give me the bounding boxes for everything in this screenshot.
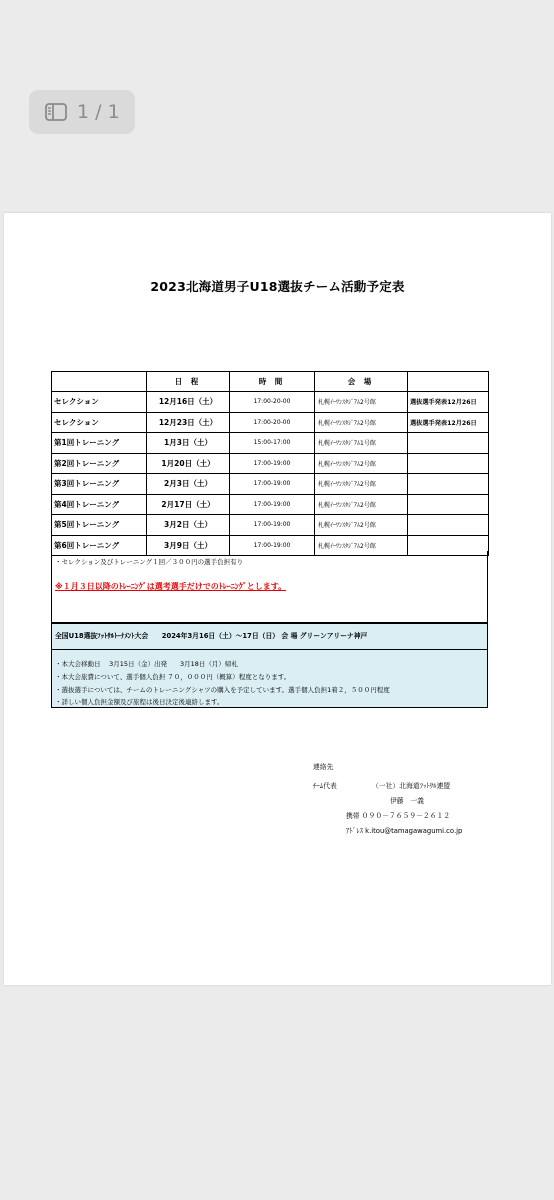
contact-email: ｱﾄﾞﾚｽ k.itou@tamagawagumi.co.jp [346, 827, 463, 835]
event-venue: 札幌ｲｰﾜﾝｽﾀｼﾞｱﾑ2号館 [315, 392, 408, 413]
event-time: 17:00-20-00 [230, 392, 315, 413]
contact-org: （一社）北海道ﾌｯﾄｻﾙ連盟 [372, 782, 451, 790]
event-note: 選抜選手発表12月26日 [408, 412, 489, 433]
contact-phone: 携帯 ０９０－７６５９－２６１２ [346, 812, 451, 820]
event-time: 15:00-17:00 [230, 433, 315, 454]
event-venue: 札幌ｲｰﾜﾝｽﾀｼﾞｱﾑ1号館 [315, 433, 408, 454]
event-name: 第3回トレーニング [52, 474, 147, 495]
tournament-cost-line: ・本大会旅費について、選手個人負担 ７０，０００円（概算）程度となります。 [55, 673, 291, 681]
contact-label: 連絡先 [313, 763, 334, 771]
fee-note: ・セレクション及びトレーニング１回／３００円の選手負担有り [55, 558, 244, 566]
event-date: 3月9日（土） [147, 535, 230, 556]
page-indicator-button[interactable] [29, 90, 135, 134]
event-date: 3月2日（土） [147, 515, 230, 536]
event-date: 2月17日（土） [147, 494, 230, 515]
contact-person: 伊藤 一義 [390, 797, 424, 805]
table-row [52, 474, 489, 495]
event-date: 2月3日（土） [147, 474, 230, 495]
event-name: 第5回トレーニング [52, 515, 147, 536]
header-cell-time: 時 間 [230, 372, 315, 392]
event-note [408, 494, 489, 515]
event-time: 17:00-19:00 [230, 535, 315, 556]
event-note [408, 474, 489, 495]
event-name: セレクション [52, 392, 147, 413]
event-note [408, 453, 489, 474]
event-name: セレクション [52, 412, 147, 433]
event-time: 17:00-19:00 [230, 474, 315, 495]
schedule-table [51, 371, 489, 556]
event-date: 1月3日（土） [147, 433, 230, 454]
table-row [52, 494, 489, 515]
page-count-label: 1 / 1 [77, 101, 120, 123]
event-venue: 札幌ｲｰﾜﾝｽﾀｼﾞｱﾑ2号館 [315, 453, 408, 474]
event-venue: 札幌ｲｰﾜﾝｽﾀｼﾞｱﾑ2号館 [315, 474, 408, 495]
event-note [408, 515, 489, 536]
event-time: 17:00-19:00 [230, 453, 315, 474]
tournament-section [51, 623, 488, 708]
event-note [408, 433, 489, 454]
contact-rep-label: ﾁｰﾑ代表 [313, 782, 337, 790]
header-cell [52, 372, 147, 392]
table-row [52, 515, 489, 536]
document-title: 2023北海道男子U18選抜チーム活動予定表 [150, 279, 405, 294]
event-date: 1月20日（土） [147, 453, 230, 474]
notes-section [51, 551, 488, 623]
section-divider [52, 649, 487, 650]
tournament-followup-line: ・詳しい個人負担金額及び旅程は後日決定後連絡します。 [55, 698, 224, 706]
event-name: 第2回トレーニング [52, 453, 147, 474]
event-date: 12月23日（土） [147, 412, 230, 433]
event-venue: 札幌ｲｰﾜﾝｽﾀｼﾞｱﾑ2号館 [315, 515, 408, 536]
event-name: 第6回トレーニング [52, 535, 147, 556]
table-row [52, 412, 489, 433]
tournament-travel-line: ・本大会移動日 3月15日（金）出発 3月18日（月）帰札 [55, 660, 238, 668]
tournament-heading: 全国U18選抜ﾌｯﾄｻﾙﾄｰﾅﾒﾝﾄ大会 2024年3月16日（土）～17日（日） 会 場 グリーンアリーナ神戸 [55, 632, 368, 640]
event-name: 第4回トレーニング [52, 494, 147, 515]
table-row [52, 453, 489, 474]
sidebar-toggle-icon [45, 103, 67, 121]
tournament-shirt-line: ・選抜選手については、チームのトレーニングシャツの購入を予定しています。選手個人負担1着２，５００円程度 [55, 686, 390, 694]
event-venue: 札幌ｲｰﾜﾝｽﾀｼﾞｱﾑ2号館 [315, 494, 408, 515]
document-page [4, 213, 551, 985]
table-row [52, 392, 489, 413]
event-time: 17:00-19:00 [230, 494, 315, 515]
event-time: 17:00-19:00 [230, 515, 315, 536]
event-venue: 札幌ｲｰﾜﾝｽﾀｼﾞｱﾑ2号館 [315, 412, 408, 433]
warning-note: ※１月３日以降のﾄﾚｰﾆﾝｸﾞは選考選手だけでのﾄﾚｰﾆﾝｸﾞとします。 [55, 582, 287, 591]
event-date: 12月16日（土） [147, 392, 230, 413]
event-note: 選抜選手発表12月26日 [408, 392, 489, 413]
header-cell-date: 日 程 [147, 372, 230, 392]
event-time: 17:00-20-00 [230, 412, 315, 433]
table-header-row [52, 372, 489, 392]
table-row [52, 433, 489, 454]
event-name: 第1回トレーニング [52, 433, 147, 454]
header-cell-venue: 会 場 [315, 372, 408, 392]
header-cell [408, 372, 489, 392]
event-venue: 札幌ｲｰﾜﾝｽﾀｼﾞｱﾑ2号館 [315, 535, 408, 556]
